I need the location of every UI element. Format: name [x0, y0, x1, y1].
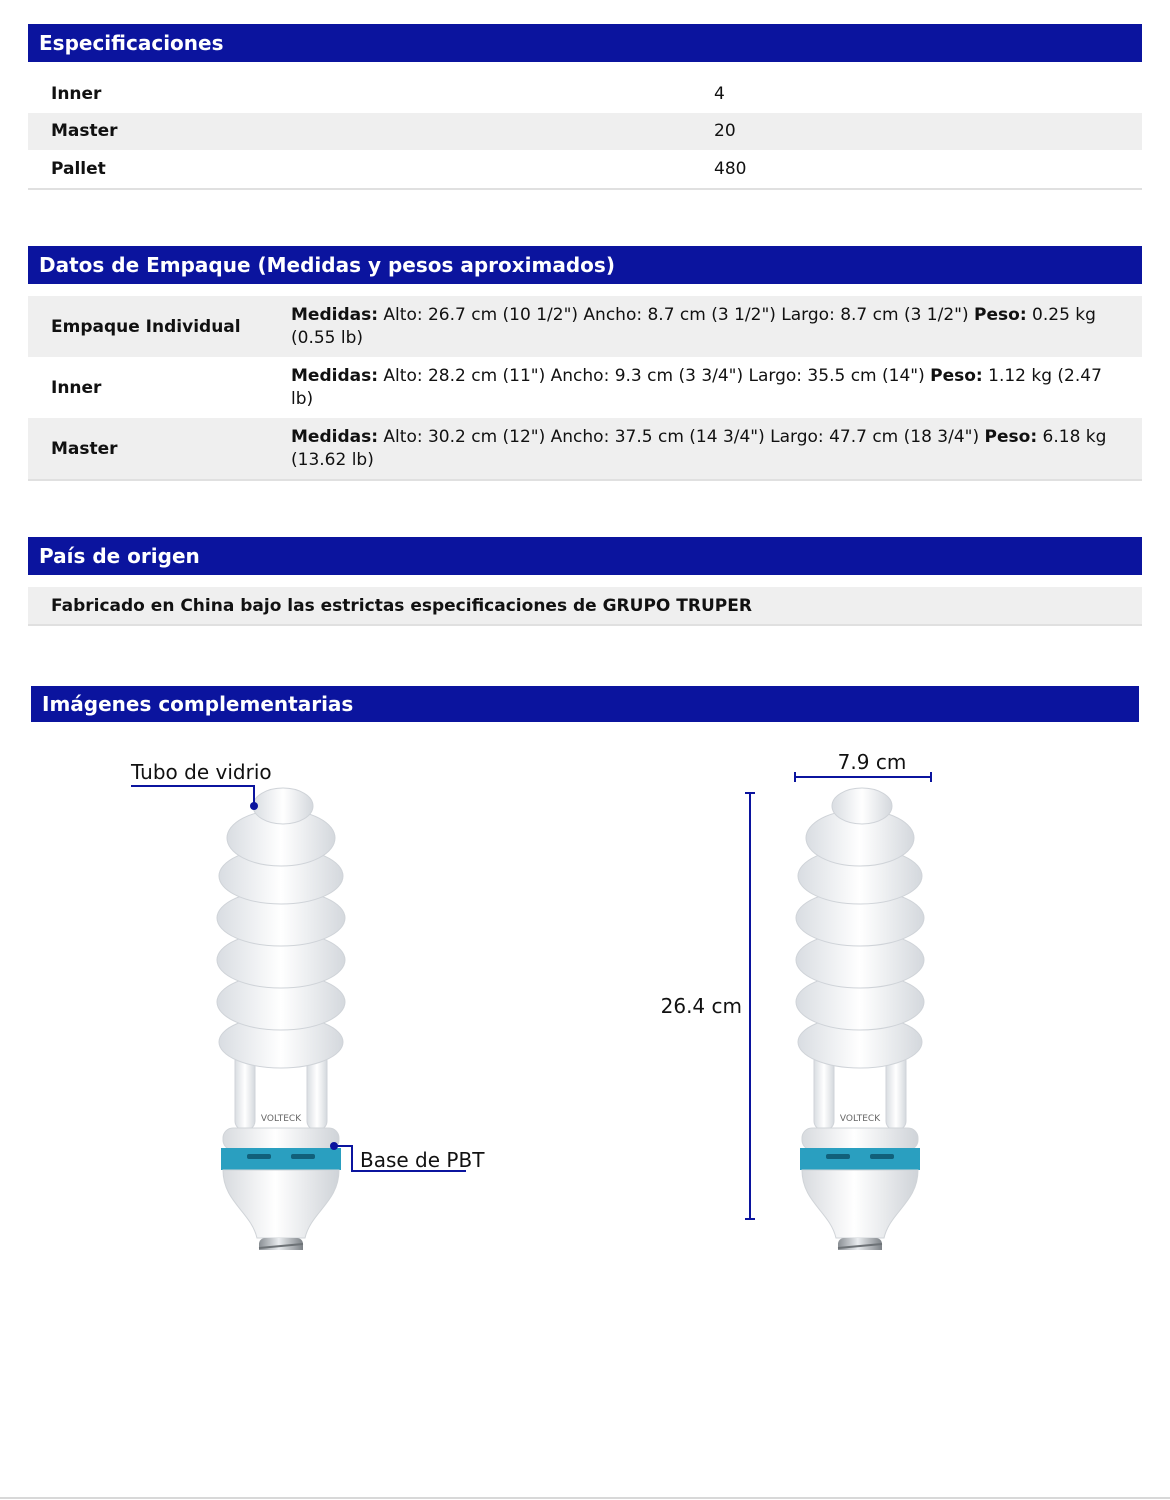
- packaging-table: [28, 296, 1142, 481]
- callout-base: [330, 1142, 485, 1172]
- measure-label: Medidas:: [291, 426, 379, 447]
- callout-base-label: Base de PBT: [360, 1148, 485, 1172]
- spec-label: Inner: [51, 83, 102, 104]
- spec-value: 480: [714, 158, 747, 179]
- package-label: Master: [51, 438, 118, 459]
- callout-glass-label: Tubo de vidrio: [131, 760, 272, 784]
- package-details: [291, 426, 1142, 472]
- height-label: 26.4 cm: [660, 994, 742, 1018]
- package-details: [291, 365, 1142, 411]
- package-weight: 0.25 kg (0.55 lb): [291, 304, 1096, 348]
- specs-header: Especificaciones: [28, 24, 1142, 62]
- package-label: Inner: [51, 377, 102, 398]
- measure-label: Medidas:: [291, 365, 379, 386]
- package-weight: 6.18 kg (13.62 lb): [291, 426, 1107, 470]
- table-row: [28, 150, 1142, 188]
- spec-value: 20: [714, 121, 736, 142]
- specs-table: [28, 75, 1142, 190]
- weight-label: Peso:: [984, 426, 1038, 447]
- origin-header: País de origen: [28, 537, 1142, 575]
- table-row: [28, 418, 1142, 479]
- packaging-header: Datos de Empaque (Medidas y pesos aproximados): [28, 246, 1142, 284]
- package-details: [291, 304, 1142, 350]
- brand-text: VOLTECK: [839, 1114, 881, 1124]
- width-dimension: [795, 750, 931, 782]
- table-row: [28, 296, 1142, 357]
- width-label: 7.9 cm: [837, 750, 907, 774]
- origin-text: Fabricado en China bajo las estrictas especificaciones de GRUPO TRUPER: [28, 587, 1142, 626]
- bulb-left-image: [217, 788, 345, 1250]
- table-row: [28, 113, 1142, 151]
- measure-label: Medidas:: [291, 304, 379, 325]
- bulb-right-image: [796, 788, 924, 1250]
- brand-text: VOLTECK: [260, 1114, 302, 1124]
- weight-label: Peso:: [930, 365, 983, 386]
- images-header: Imágenes complementarias: [31, 686, 1139, 722]
- package-weight: 1.12 kg (2.47 lb): [291, 365, 1102, 409]
- weight-label: Peso:: [974, 304, 1027, 325]
- callout-glass: [130, 760, 272, 810]
- height-dimension: [661, 793, 755, 1219]
- package-dims: Alto: 26.7 cm (10 1/2") Ancho: 8.7 cm (3 1/2") Largo: 8.7 cm (3 1/2"): [383, 304, 969, 325]
- package-dims: Alto: 28.2 cm (11") Ancho: 9.3 cm (3 3/4") Largo: 35.5 cm (14"): [383, 365, 925, 386]
- spec-label: Pallet: [51, 158, 106, 179]
- spec-label: Master: [51, 121, 118, 142]
- package-label: Empaque Individual: [51, 316, 241, 337]
- product-images: [0, 730, 1170, 1250]
- table-row: [28, 357, 1142, 418]
- package-dims: Alto: 30.2 cm (12") Ancho: 37.5 cm (14 3/4") Largo: 47.7 cm (18 3/4"): [383, 426, 980, 447]
- table-row: [28, 75, 1142, 113]
- spec-value: 4: [714, 83, 725, 104]
- page-bottom-divider: [0, 1497, 1170, 1499]
